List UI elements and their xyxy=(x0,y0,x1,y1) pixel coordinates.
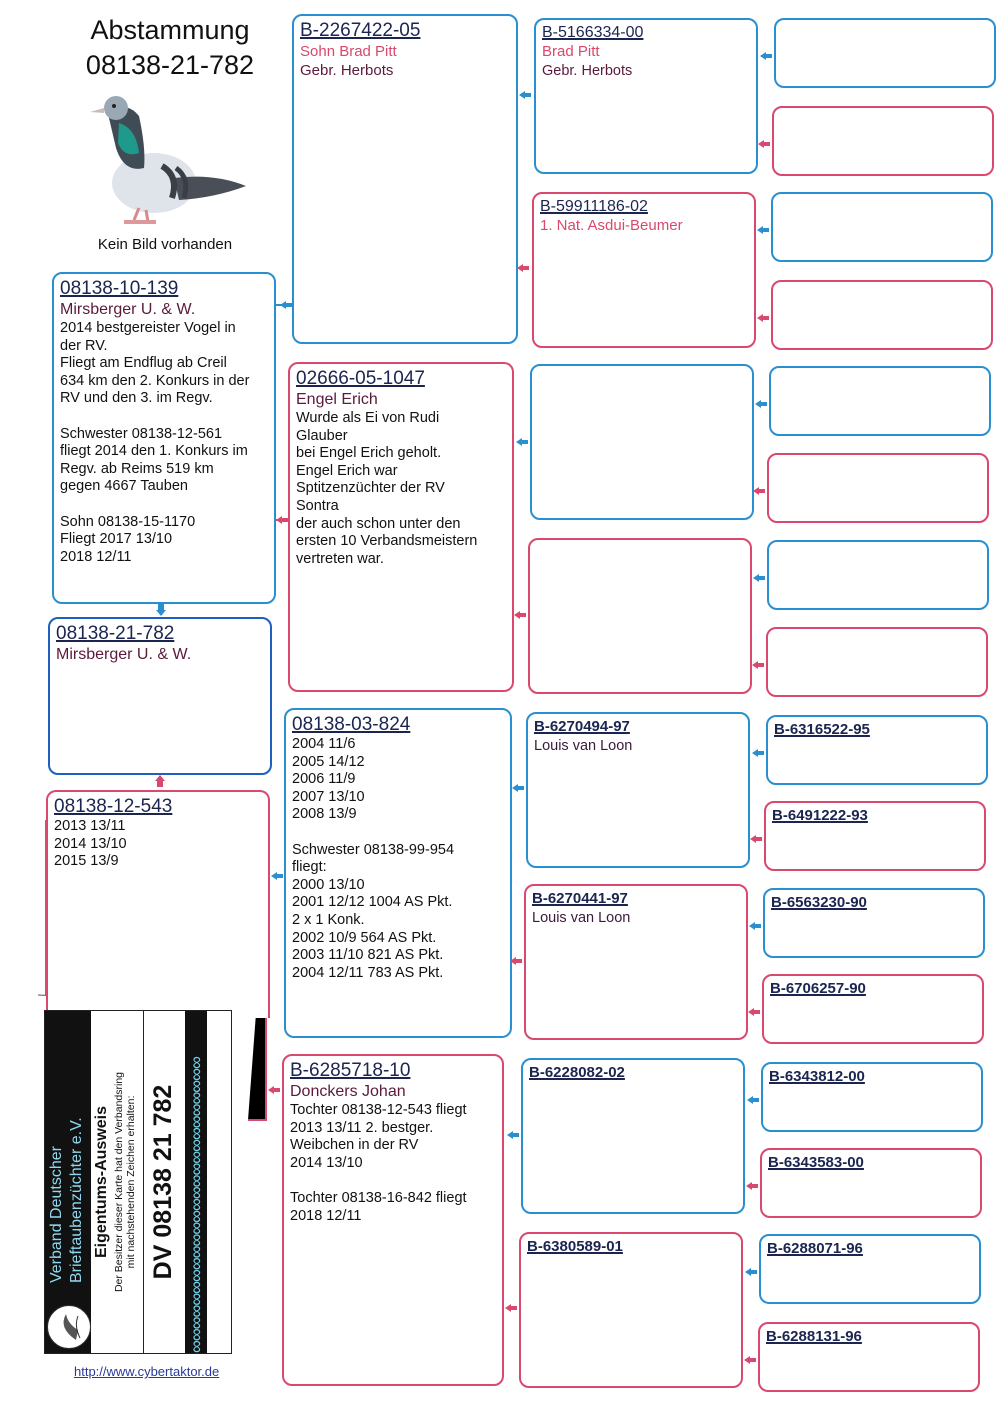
mmm-card[interactable] xyxy=(519,1232,743,1388)
fm-owner: Engel Erich xyxy=(296,391,378,408)
gen4-card[interactable] xyxy=(767,453,989,523)
fm-notes: Wurde als Ei von Rudi Glauber bei Engel Erich geholt. Engel Erich war Sptitzenzüchter der RV Sontra der auch schon unter den ersten 10 Verbandsmeistern vertreten war. xyxy=(296,410,478,567)
arrow-left-icon xyxy=(758,140,770,148)
hand-dove-logo-icon xyxy=(47,1305,91,1349)
ff-card[interactable] xyxy=(292,14,518,344)
arrow-left-icon xyxy=(752,749,764,757)
arrow-left-icon xyxy=(505,1304,517,1312)
father-ring[interactable]: 08138-10-139 xyxy=(60,278,179,299)
gen4-card[interactable] xyxy=(772,106,994,176)
arrow-left-icon xyxy=(755,400,767,408)
gen4-card[interactable] xyxy=(760,1148,982,1218)
gen4-card[interactable] xyxy=(759,1234,981,1304)
mm-card[interactable] xyxy=(282,1054,504,1386)
mf-notes: 2004 11/6 2005 14/12 2006 11/9 2007 13/10 2008 13/9 Schwester 08138-99-954 fliegt: 2000 13/10 2001 12/12 1004 AS Pkt. 2 x 1 Konk. 2002 10/9 564 AS Pkt. 2003 11/10 821 AS Pkt. 2004 12/11 783 AS Pkt. xyxy=(292,736,455,981)
fff-ring[interactable]: B-5166334-00 xyxy=(542,24,644,41)
mf-card[interactable] xyxy=(284,708,512,1038)
subject-owner: Mirsberger U. & W. xyxy=(56,646,192,663)
arrow-left-icon xyxy=(752,661,764,669)
subject-card[interactable] xyxy=(48,617,272,775)
ffm-ring[interactable]: B-59911186-02 xyxy=(540,198,648,215)
card-pattern-band: ∞∞∞∞∞∞∞∞∞∞∞∞∞∞∞∞∞∞∞∞∞∞∞∞∞ xyxy=(185,1011,207,1353)
gen4-card[interactable] xyxy=(769,366,991,436)
fff-name: Brad Pitt xyxy=(542,43,600,60)
arrow-left-icon xyxy=(512,784,524,792)
arrow-left-icon xyxy=(750,835,762,843)
arrow-left-icon xyxy=(516,438,528,446)
fmf-card[interactable] xyxy=(530,364,754,520)
mff-ring[interactable]: B-6270494-97 xyxy=(534,718,630,735)
fm-card[interactable] xyxy=(288,362,514,692)
ffm-name: 1. Nat. Asdui-Beumer xyxy=(540,217,683,234)
arrow-left-icon xyxy=(268,1086,280,1094)
fff-card[interactable] xyxy=(534,18,758,174)
gen4-card[interactable] xyxy=(774,18,996,88)
arrow-left-icon xyxy=(519,91,531,99)
arrow-left-icon xyxy=(514,611,526,619)
arrow-left-icon xyxy=(280,301,292,309)
title-ring: 08138-21-782 xyxy=(85,50,255,80)
card-text-line2: mit nachstehenden Zeichen erhalten: xyxy=(125,1095,137,1269)
mf-ring[interactable]: 08138-03-824 xyxy=(292,714,411,735)
card-org-name xyxy=(47,1117,87,1283)
arrow-left-icon xyxy=(753,574,765,582)
card-heading: Eigentums-Ausweis xyxy=(93,1105,110,1259)
gen4-card[interactable] xyxy=(762,974,984,1044)
card-org-line2: Brieftaubenzüchter e.V. xyxy=(68,1117,85,1283)
gen4-ring[interactable]: B-6288131-96 xyxy=(766,1328,862,1345)
gen4-card[interactable] xyxy=(763,888,985,958)
gen4-card[interactable] xyxy=(766,627,988,697)
gen4-ring[interactable]: B-6288071-96 xyxy=(767,1240,863,1257)
arrow-left-icon xyxy=(271,872,283,880)
ff-name: Sohn Brad Pitt xyxy=(300,43,397,60)
fff-owner: Gebr. Herbots xyxy=(542,63,633,79)
gen4-ring[interactable]: B-6343812-00 xyxy=(769,1068,865,1085)
card-org-band xyxy=(45,1011,91,1353)
gen4-card[interactable] xyxy=(766,715,988,785)
ffm-card[interactable] xyxy=(532,192,756,348)
mfm-card[interactable] xyxy=(524,884,748,1040)
mother-notes: 2013 13/11 2014 13/10 2015 13/9 xyxy=(54,818,127,870)
arrow-left-icon xyxy=(748,1008,760,1016)
gen4-card[interactable] xyxy=(758,1322,980,1392)
arrow-left-icon xyxy=(517,264,529,272)
father-notes: 2014 bestgereister Vogel in der RV. Fliegt am Endflug ab Creil 634 km den 2. Konkurs in der RV und den 3. im Regv. Schwester 08138-12-561 fliegt 2014 den 1. Konkurs im Regv. ab Reims 519 km gegen 4667 Tauben Sohn 08138-15-1170 Fliegt 2017 13/10 2018 12/11 xyxy=(60,320,250,565)
arrow-left-icon xyxy=(276,516,288,524)
card-text-line1: Der Besitzer dieser Karte hat den Verbandsring xyxy=(113,1071,125,1293)
arrow-left-icon xyxy=(744,1356,756,1364)
ff-ring[interactable]: B-2267422-05 xyxy=(300,20,421,41)
mfm-owner: Louis van Loon xyxy=(532,910,631,926)
gen4-ring[interactable]: B-6491222-93 xyxy=(772,807,868,824)
mmf-ring[interactable]: B-6228082-02 xyxy=(529,1064,625,1081)
arrow-left-icon xyxy=(749,922,761,930)
gen4-ring[interactable]: B-6343583-00 xyxy=(768,1154,864,1171)
mm-notes: Tochter 08138-12-543 fliegt 2013 13/11 2. bestger. Weibchen in der RV 2014 13/10 Tochter 08138-16-842 fliegt 2018 12/11 xyxy=(290,1102,467,1224)
father-owner: Mirsberger U. & W. xyxy=(60,301,196,318)
mmm-ring[interactable]: B-6380589-01 xyxy=(527,1238,623,1255)
gen4-card[interactable] xyxy=(771,192,993,262)
ff-owner: Gebr. Herbots xyxy=(300,62,394,79)
gen4-card[interactable] xyxy=(761,1062,983,1132)
mff-card[interactable] xyxy=(526,712,750,868)
mm-ring[interactable]: B-6285718-10 xyxy=(290,1060,411,1081)
father-card[interactable] xyxy=(52,272,276,604)
arrow-left-icon xyxy=(510,957,522,965)
arrow-left-icon xyxy=(746,1182,758,1190)
arrow-left-icon xyxy=(507,1131,519,1139)
ownership-card xyxy=(44,1010,232,1354)
card-org-line1: Verband Deutscher xyxy=(48,1146,65,1283)
mfm-ring[interactable]: B-6270441-97 xyxy=(532,890,628,907)
gen4-card[interactable] xyxy=(771,280,993,350)
mm-owner: Donckers Johan xyxy=(290,1083,406,1100)
gen4-ring[interactable]: B-6563230-90 xyxy=(771,894,867,911)
gen4-ring[interactable]: B-6706257-90 xyxy=(770,980,866,997)
fm-ring[interactable]: 02666-05-1047 xyxy=(296,368,425,389)
image-caption: Kein Bild vorhanden xyxy=(97,236,233,253)
title-text: Abstammung xyxy=(90,15,250,45)
footer-link[interactable]: http://www.cybertaktor.de xyxy=(74,1364,220,1379)
mff-owner: Louis van Loon xyxy=(534,738,633,754)
arrow-left-icon xyxy=(757,226,769,234)
mother-ring[interactable]: 08138-12-543 xyxy=(54,796,173,817)
card-ring: DV 08138 21 782 xyxy=(149,1084,177,1280)
arrow-up-icon xyxy=(155,775,165,787)
arrow-left-icon xyxy=(760,52,772,60)
arrow-left-icon xyxy=(747,1096,759,1104)
arrow-left-icon xyxy=(745,1268,757,1276)
card-text xyxy=(113,1011,137,1353)
gen4-card[interactable] xyxy=(767,540,989,610)
arrow-down-icon xyxy=(156,604,166,616)
subject-ring[interactable]: 08138-21-782 xyxy=(56,623,175,644)
arrow-left-icon xyxy=(757,314,769,322)
mmf-card[interactable] xyxy=(521,1058,745,1214)
arrow-left-icon xyxy=(753,487,765,495)
card-divider xyxy=(143,1011,144,1353)
mother-card[interactable] xyxy=(46,790,270,1018)
gen4-card[interactable] xyxy=(764,801,986,871)
gen4-ring[interactable]: B-6316522-95 xyxy=(774,721,870,738)
fmm-card[interactable] xyxy=(528,538,752,694)
